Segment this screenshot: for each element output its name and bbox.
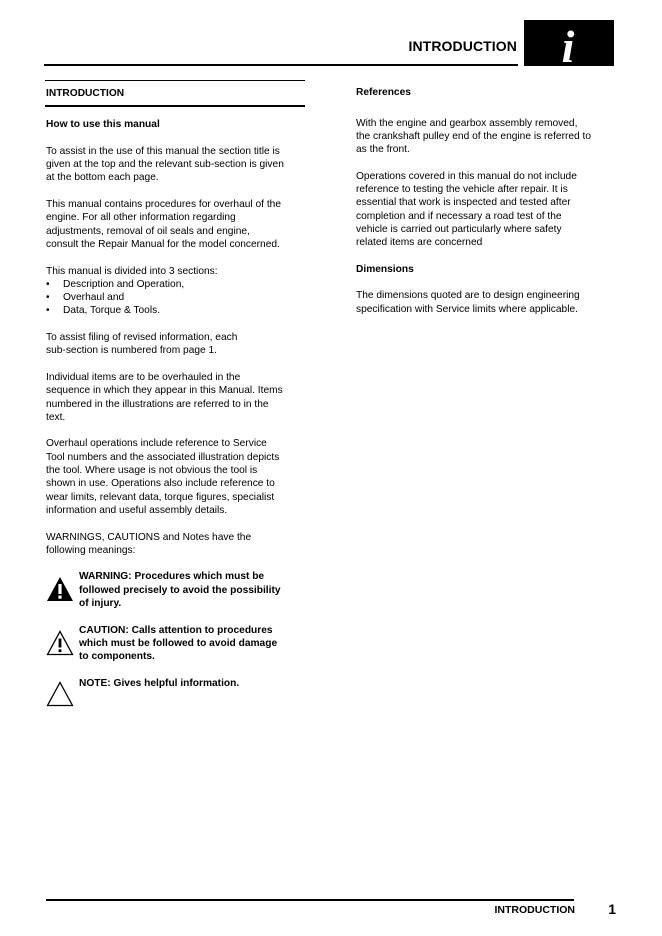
paragraph-sections-intro: This manual is divided into 3 sections: (46, 265, 218, 277)
caution-notice: CAUTION: Calls attention to procedures which must be followed to avoid damage to components. (46, 624, 306, 664)
note-notice: NOTE: Gives helpful information. (46, 677, 306, 690)
page-header-title: INTRODUCTION (408, 38, 517, 54)
svg-text:i: i (561, 21, 575, 66)
left-column (46, 80, 306, 690)
footer-title: INTRODUCTION (494, 904, 575, 916)
how-to-use-heading: How to use this manual (46, 119, 160, 131)
section-title: INTRODUCTION (46, 88, 125, 99)
paragraph-manual-contents: This manual contains procedures for overhaul of the engine. For all other information regarding adjustments, removal of oil seals and engine, consult the Repair Manual for the model concerned. (46, 199, 282, 250)
list-item: • Data, Torque & Tools. (46, 305, 161, 317)
page-number: 1 (608, 901, 616, 917)
paragraph-meanings: WARNINGS, CAUTIONS and Notes have the following meanings: (46, 531, 252, 556)
warning-icon (46, 576, 74, 602)
dimensions-heading: Dimensions (356, 263, 414, 275)
right-column (356, 80, 618, 316)
list-item: • Description and Operation, (46, 278, 185, 290)
paragraph-dimensions: The dimensions quoted are to design engineering specification with Service limits where applicable. (356, 290, 580, 315)
info-icon (524, 20, 614, 66)
footer-rule (46, 899, 574, 901)
paragraph-front-reference: With the engine and gearbox assembly removed, the crankshaft pulley end of the engine is referred to as the front. (356, 117, 592, 156)
paragraph-testing: Operations covered in this manual do not include reference to testing the vehicle after repair. It is essential that work is inspected and tested after completion and if necessary a road test of the vehicle is carried out particularly where safety related items are concerned (356, 170, 577, 249)
paragraph-section-titles: To assist in the use of this manual the section title is given at the top and the relevant sub-section is given at the bottom each page. (46, 145, 284, 184)
info-icon-glyph (524, 20, 614, 66)
paragraph-overhaul-operations: Overhaul operations include reference to Service Tool numbers and the associated illustration depicts the tool. Where usage is not obvious the tool is shown in use. Operations also include reference to wear limits, relevant data, torque figures, specialist information and useful assembly details. (46, 438, 280, 516)
header-rule (44, 64, 518, 66)
sections-list (46, 278, 306, 318)
paragraph-filing: To assist filing of revised information, each sub-section is numbered from page 1. (46, 332, 238, 357)
warning-notice: WARNING: Procedures which must be followed precisely to avoid the possibility of injury. (46, 570, 306, 610)
paragraph-sequence: Individual items are to be overhauled in the sequence in which they appear in this Manual. Items numbered in the illustrations are referred to in the text. (46, 371, 283, 423)
references-heading: References (356, 87, 411, 98)
note-icon (46, 681, 74, 707)
caution-icon (46, 630, 74, 656)
list-item: • Overhaul and (46, 292, 125, 304)
